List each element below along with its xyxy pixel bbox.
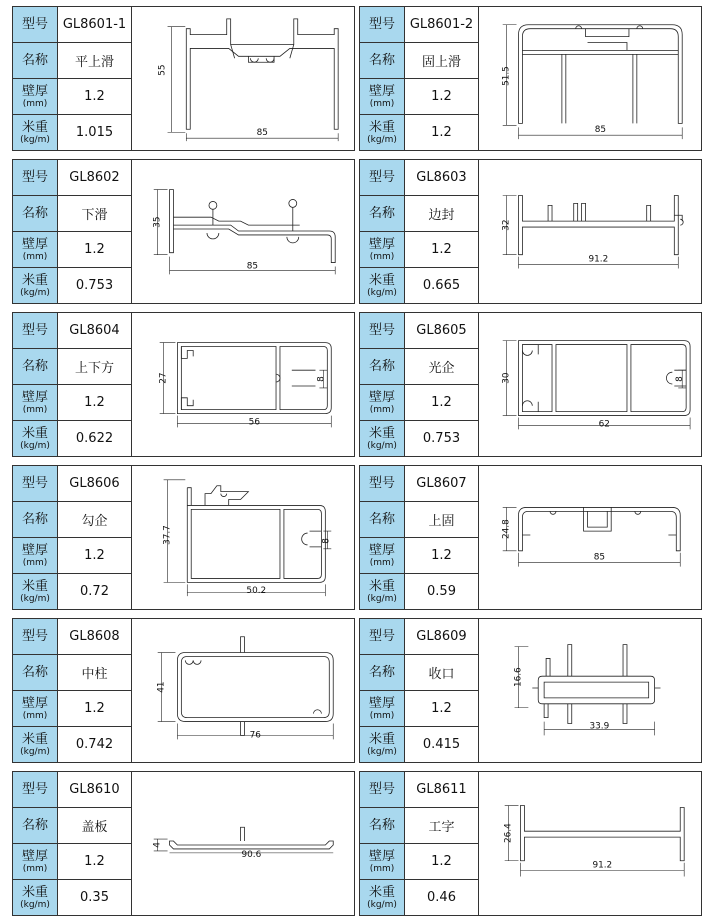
thickness-label: 壁厚 (mm) [13,79,58,114]
spec-table [13,466,132,609]
name-label: 名称 [360,196,405,231]
thickness-value: 1.2 [84,854,105,869]
spec-table [360,160,479,303]
name-label: 名称 [360,808,405,843]
width-dim: 33.9 [589,721,610,732]
profile-drawing [131,160,354,303]
width-dim: 85 [246,261,259,272]
model-value: GL8605 [416,323,467,338]
weight-value: 0.742 [75,737,114,752]
spec-table [360,7,479,150]
thickness-value: 1.2 [431,701,452,716]
model-label: 型号 [13,772,58,807]
name-label: 名称 [360,502,405,537]
thickness-label: 壁厚 (mm) [360,844,405,879]
profile-card [12,159,355,304]
weight-label: 米重 (kg/m) [13,115,58,150]
profile-drawing [478,7,701,150]
model-value: GL8603 [416,170,467,185]
height-dim: 37.7 [162,525,173,545]
width-dim: 62 [598,419,610,430]
profile-card [359,618,702,763]
model-label: 型号 [13,160,58,195]
weight-label: 米重 (kg/m) [360,115,405,150]
name-value: 下滑 [81,208,108,223]
spec-table [13,619,132,762]
name-label: 名称 [13,502,58,537]
profile-drawing [131,619,354,762]
name-value: 盖板 [81,820,108,835]
thickness-label: 壁厚 (mm) [13,232,58,267]
model-value: GL8610 [69,782,120,797]
weight-value: 0.59 [427,584,456,599]
weight-label: 米重 (kg/m) [13,421,58,456]
name-value: 工字 [428,820,455,835]
name-label: 名称 [13,196,58,231]
width-dim: 85 [256,128,268,139]
name-label: 名称 [13,808,58,843]
model-value: GL8608 [69,629,120,644]
model-label: 型号 [360,772,405,807]
thickness-value: 1.2 [431,89,452,104]
model-label: 型号 [360,7,405,42]
profile-drawing [478,313,701,456]
spec-table [13,7,132,150]
weight-value: 0.72 [80,584,109,599]
model-label: 型号 [13,313,58,348]
height-dim: 51.5 [501,66,512,86]
width-dim: 85 [594,125,606,136]
name-value: 平上滑 [74,55,114,70]
thickness-label: 壁厚 (mm) [360,691,405,726]
width-dim: 91.2 [592,860,613,871]
model-value: GL8607 [416,476,467,491]
weight-label: 米重 (kg/m) [360,268,405,303]
name-value: 勾企 [81,514,108,529]
height-dim: 27 [158,372,169,384]
name-value: 收口 [428,667,455,682]
height-dim: 26.4 [503,823,514,844]
weight-value: 1.2 [431,125,452,140]
weight-label: 米重 (kg/m) [13,574,58,609]
profile-drawing [131,772,354,915]
height-dim: 16.6 [513,667,524,688]
weight-value: 0.35 [80,890,109,905]
weight-label: 米重 (kg/m) [13,268,58,303]
thickness-label: 壁厚 (mm) [13,691,58,726]
profile-drawing [478,466,701,609]
name-label: 名称 [360,43,405,78]
profile-card [359,771,702,916]
profile-drawing [131,7,354,150]
name-label: 名称 [360,349,405,384]
name-label: 名称 [13,655,58,690]
model-value: GL8604 [69,323,120,338]
thickness-value: 1.2 [84,548,105,563]
model-label: 型号 [360,160,405,195]
profile-card [12,771,355,916]
slot-dim: 8 [316,376,327,382]
height-dim: 41 [156,681,167,693]
thickness-value: 1.2 [431,548,452,563]
weight-label: 米重 (kg/m) [360,574,405,609]
weight-label: 米重 (kg/m) [360,880,405,915]
model-label: 型号 [13,466,58,501]
spec-table [360,466,479,609]
name-label: 名称 [13,349,58,384]
profile-drawing [131,313,354,456]
name-value: 上下方 [74,361,114,376]
weight-value: 0.622 [75,431,114,446]
thickness-label: 壁厚 (mm) [360,385,405,420]
name-label: 名称 [360,655,405,690]
thickness-value: 1.2 [431,395,452,410]
weight-label: 米重 (kg/m) [13,727,58,762]
spec-table [13,160,132,303]
slot-dim: 8 [675,376,686,382]
width-dim: 76 [249,730,261,741]
model-label: 型号 [360,466,405,501]
spec-table [13,313,132,456]
weight-value: 0.46 [427,890,456,905]
model-value: GL8602 [69,170,120,185]
weight-value: 0.753 [422,431,461,446]
weight-label: 米重 (kg/m) [13,880,58,915]
height-dim: 4 [152,842,163,848]
model-value: GL8601-2 [409,17,474,32]
width-dim: 90.6 [241,849,262,860]
model-label: 型号 [360,313,405,348]
model-value: GL8611 [416,782,467,797]
model-value: GL8609 [416,629,467,644]
thickness-value: 1.2 [431,854,452,869]
profile-card [359,312,702,457]
height-dim: 30 [501,372,512,384]
thickness-value: 1.2 [431,242,452,257]
thickness-label: 壁厚 (mm) [13,844,58,879]
height-dim: 35 [152,216,163,228]
thickness-label: 壁厚 (mm) [360,538,405,573]
profile-card [12,6,355,151]
model-label: 型号 [13,7,58,42]
thickness-value: 1.2 [84,701,105,716]
profile-drawing [478,160,701,303]
spec-table [13,772,132,915]
name-value: 光企 [428,361,455,376]
profile-card [12,618,355,763]
name-value: 中柱 [81,667,108,682]
spec-table [360,772,479,915]
model-label: 型号 [13,619,58,654]
thickness-label: 壁厚 (mm) [13,385,58,420]
model-value: GL8606 [69,476,120,491]
height-dim: 55 [157,64,168,76]
weight-value: 0.415 [422,737,461,752]
profile-card [359,6,702,151]
name-value: 固上滑 [421,55,461,70]
profile-card [12,312,355,457]
profile-drawing [131,466,354,609]
height-dim: 32 [501,219,512,231]
thickness-value: 1.2 [84,89,105,104]
thickness-value: 1.2 [84,242,105,257]
weight-value: 1.015 [75,125,114,140]
profile-card [12,465,355,610]
spec-table [360,619,479,762]
name-value: 边封 [428,208,455,223]
width-dim: 56 [248,417,260,428]
width-dim: 91.2 [588,254,609,265]
model-label: 型号 [360,619,405,654]
weight-value: 0.753 [75,278,114,293]
profile-drawing [478,619,701,762]
thickness-label: 壁厚 (mm) [360,79,405,114]
thickness-value: 1.2 [84,395,105,410]
thickness-label: 壁厚 (mm) [13,538,58,573]
model-value: GL8601-1 [62,17,127,32]
slot-dim: 8 [321,538,332,544]
name-value: 上固 [428,514,455,529]
weight-label: 米重 (kg/m) [360,727,405,762]
spec-table [360,313,479,456]
weight-value: 0.665 [422,278,461,293]
profile-card [359,159,702,304]
width-dim: 85 [593,552,606,563]
weight-label: 米重 (kg/m) [360,421,405,456]
thickness-label: 壁厚 (mm) [360,232,405,267]
height-dim: 24.8 [501,519,512,539]
width-dim: 50.2 [246,586,267,597]
profile-card [359,465,702,610]
profile-drawing [478,772,701,915]
name-label: 名称 [13,43,58,78]
